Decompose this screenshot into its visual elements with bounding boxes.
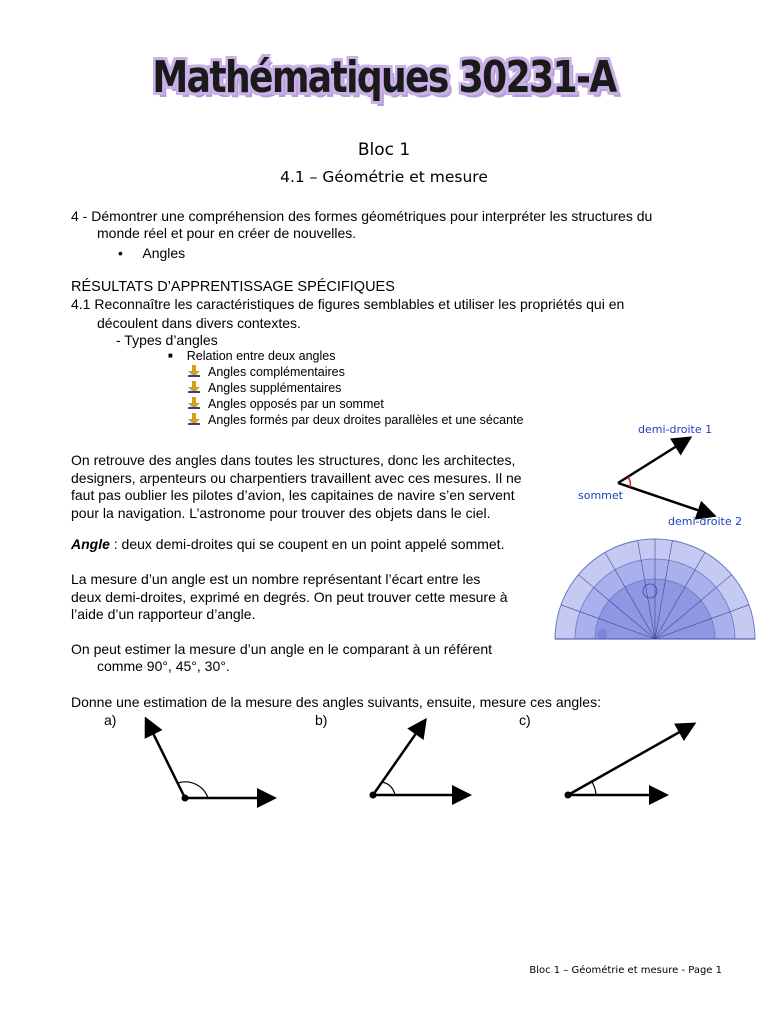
section-subtitle: 4.1 – Géométrie et mesure bbox=[280, 168, 488, 186]
angle-b bbox=[370, 722, 468, 799]
down-arrow-icon bbox=[188, 413, 200, 425]
objective-bullet-text: Angles bbox=[142, 245, 186, 261]
exercise-prompt: Donne une estimation de la mesure des angles suivants, ensuite, mesure ces angles: bbox=[71, 694, 601, 710]
bloc-heading: Bloc 1 bbox=[357, 140, 411, 160]
square-bullet-icon: ■ bbox=[168, 351, 173, 360]
definition-text: : deux demi-droites qui se coupent en un point appelé sommet. bbox=[109, 536, 505, 552]
relation-item bbox=[168, 348, 335, 364]
definition-line bbox=[71, 536, 504, 554]
down-arrow-icon bbox=[188, 381, 200, 393]
list-item: Angles supplémentaires bbox=[188, 380, 523, 396]
objective-line-2: monde réel et pour en créer de nouvelles. bbox=[97, 225, 357, 241]
list-item: Angles opposés par un sommet bbox=[188, 396, 523, 412]
page-title: Mathématiques 30231-A bbox=[152, 52, 616, 103]
estimate-line-2: comme 90°, 45°, 30°. bbox=[97, 658, 230, 674]
intro-paragraph: On retrouve des angles dans toutes les structures, donc les architectes, designers, arpenteurs ou charpentiers travaillent avec ces mesures. Il ne faut pas oublier les pilotes d’avion, les capitaines de navire s’en servent pour la navigation. L’astronome pour trouver des objets dans le ciel. bbox=[71, 452, 522, 521]
measure-paragraph: La mesure d’un angle est un nombre représentant l’écart entre les deux demi-droites, exprimé en degrés. On peut trouver cette mesure à l’aide d’un rapporteur d’angle. bbox=[71, 571, 508, 622]
list-item: Angles complémentaires bbox=[188, 364, 523, 380]
results-line-1: 4.1 Reconnaître les caractéristiques de figures semblables et utiliser les propriétés qui en bbox=[71, 296, 625, 312]
ray-1 bbox=[618, 439, 688, 483]
ray-2 bbox=[618, 483, 712, 515]
relation-text: Relation entre deux angles bbox=[186, 349, 336, 363]
objective-bullet bbox=[118, 245, 185, 262]
exercise-label-c: c) bbox=[519, 712, 531, 728]
results-line-2: découlent dans divers contextes. bbox=[97, 315, 301, 331]
ray-2-label: demi-droite 2 bbox=[668, 515, 743, 528]
estimate-line-1: On peut estimer la mesure d’un angle en le comparant à un référent bbox=[71, 641, 493, 657]
definition-term: Angle bbox=[71, 536, 110, 552]
angle-diagram bbox=[570, 415, 750, 535]
exercise-label-b: b) bbox=[315, 712, 328, 728]
objective-line-1: 4 - Démontrer une compréhension des formes géométriques pour interpréter les structures du bbox=[71, 208, 653, 224]
angle-type-list bbox=[188, 364, 523, 428]
list-item: Angles formés par deux droites parallèles et une sécante bbox=[188, 412, 523, 428]
bullet-dot-icon: • bbox=[118, 245, 123, 261]
results-heading: RÉSULTATS D’APPRENTISSAGE SPÉCIFIQUES bbox=[71, 279, 395, 295]
exercise-angles bbox=[0, 715, 768, 815]
down-arrow-icon bbox=[188, 397, 200, 409]
exercise-label-a: a) bbox=[104, 712, 117, 728]
ray-1-label: demi-droite 1 bbox=[638, 423, 713, 436]
angle-a bbox=[147, 721, 272, 802]
down-arrow-icon bbox=[188, 365, 200, 377]
angle-c bbox=[565, 725, 693, 799]
vertex-label: sommet bbox=[578, 489, 623, 502]
protractor-image bbox=[550, 536, 760, 644]
page-footer: Bloc 1 – Géométrie et mesure - Page 1 bbox=[529, 965, 722, 976]
types-of-angles: - Types d’angles bbox=[116, 332, 218, 348]
